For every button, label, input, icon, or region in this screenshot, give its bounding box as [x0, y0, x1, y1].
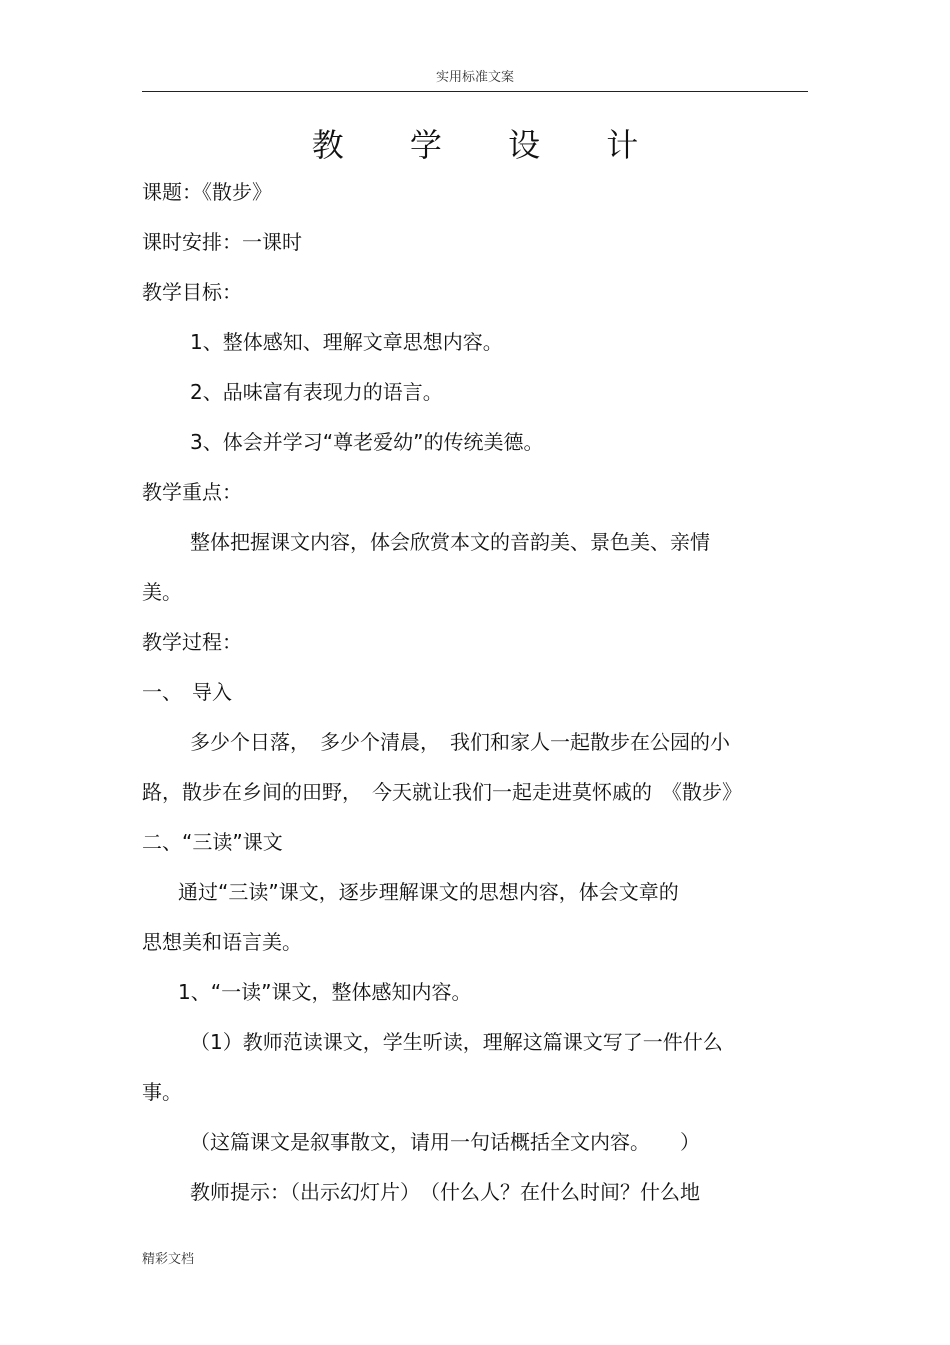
page-title: 教 学 设 计: [311, 126, 667, 164]
objective-item: 3、体会并学习“尊老爱幼”的传统美德。: [190, 430, 544, 454]
lesson-topic: 课题：《散步》: [142, 180, 272, 204]
key-points-heading: 教学重点：: [142, 480, 242, 504]
paragraph-line: 教师提示：（出示幻灯片） （什么人？在什么时间？什么地: [190, 1180, 700, 1204]
paragraph-line: 多少个日落， 多少个清晨， 我们和家人一起散步在公园的小: [190, 730, 730, 754]
paragraph-line: 思想美和语言美。: [142, 930, 302, 954]
paragraph-line: 通过“三读”课文，逐步理解课文的思想内容，体会文章的: [178, 880, 679, 904]
objective-item: 2、品味富有表现力的语言。: [190, 380, 443, 404]
section-heading: 一、 导入: [142, 680, 232, 704]
page-footer: 精彩文档: [142, 1252, 195, 1267]
subsection-heading: 1、“一读”课文，整体感知内容。: [178, 980, 472, 1004]
objective-item: 1、整体感知、理解文章思想内容。: [190, 330, 503, 354]
objectives-heading: 教学目标：: [142, 280, 242, 304]
process-heading: 教学过程：: [142, 630, 242, 654]
paragraph-line: 美。: [142, 580, 182, 604]
paragraph-line: （1）教师范读课文，学生听读，理解这篇课文写了一件什么: [190, 1030, 723, 1054]
header-divider: [142, 91, 808, 92]
paragraph-line: （这篇课文是叙事散文，请用一句话概括全文内容。 ）: [190, 1130, 700, 1154]
paragraph-line: 路，散步在乡间的田野， 今天就让我们一起走进莫怀戚的 《散步》: [142, 780, 742, 804]
section-heading: 二、“三读”课文: [142, 830, 283, 854]
lesson-schedule: 课时安排：一课时: [142, 230, 302, 254]
page-header: 实用标准文案: [435, 70, 514, 85]
paragraph-line: 事。: [142, 1080, 182, 1104]
paragraph-line: 整体把握课文内容，体会欣赏本文的音韵美、景色美、亲情: [190, 530, 710, 554]
